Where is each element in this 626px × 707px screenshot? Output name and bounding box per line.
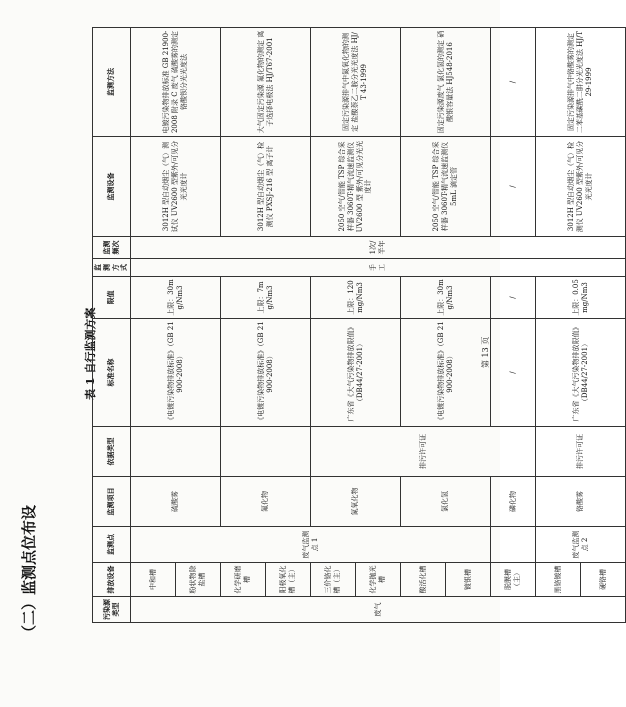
point-cell: [491, 527, 536, 563]
equipment-desc-cell: 2050 空气/智能 TSP 综合采样器 3060T-精气流速监测仪 5mL 滴定管: [401, 137, 491, 237]
equipment-cell: 化学抛光槽: [356, 563, 401, 597]
point-cell: 废气监测点 1: [131, 527, 491, 563]
limit-cell: 上限：120mg/Nm3: [311, 277, 401, 319]
header-row: [93, 28, 131, 623]
item-cell: 氟化物: [221, 477, 311, 527]
frequency-cell: 1次/半年: [131, 237, 626, 259]
method-cell: /: [491, 28, 536, 137]
standard-cell: /: [491, 319, 536, 427]
equipment-desc-cell: 3012H 型自动烟尘（气）检测仪 UV2600 型紫外/可见分光光度计: [536, 137, 626, 237]
item-cell: 铬酸雾: [536, 477, 626, 527]
equipment-cell: 化学研磨槽: [221, 563, 266, 597]
standard-cell: 《电镀污染物排放标准》（GB 21900-2008）: [221, 319, 311, 427]
basis-cell: [131, 427, 221, 477]
page-number: 第 13 页: [481, 336, 490, 368]
equipment-cell: 阳极氧化槽（主）: [266, 563, 311, 597]
limit-cell: 上限：7mg/Nm3: [221, 277, 311, 319]
equipment-cell: 镀银槽: [446, 563, 491, 597]
header-standard: 标准名称: [93, 319, 131, 427]
equipment-desc-cell: 3012H 型自动烟尘（气）测试仪 UV2600 型紫外/可见分光光度计: [131, 137, 221, 237]
equipment-cell: 三价铬化槽（主）: [311, 563, 356, 597]
limit-cell: /: [491, 277, 536, 319]
point-cell: 废气监测点 2: [536, 527, 626, 563]
method-cell: 固定污染源废气 氯化氢的测定 硝酸银容量法 HJ548-2016: [401, 28, 491, 137]
equipment-cell: 黑铬镀槽: [536, 563, 581, 597]
header-limit: 限值: [93, 277, 131, 319]
method-type-cell: 手工: [131, 259, 626, 277]
monitoring-plan-table: [92, 27, 626, 623]
method-cell: 固定污染源排气中氮氧化物的测定 盐酸萘乙二胺分光光度法 HJ/T 43-1999: [311, 28, 401, 137]
standard-cell: 广东省《大气污染物排放限值》（DB44/27-2001）: [311, 319, 401, 427]
equipment-cell: 脱膜槽（主）: [491, 563, 536, 597]
equipment-cell: 硬铬槽: [581, 563, 626, 597]
header-basis: 依据类型: [93, 427, 131, 477]
equipment-cell: 酸活化槽: [401, 563, 446, 597]
table-caption: 表 1 自行监测方案: [84, 307, 97, 400]
method-cell: 电镀污染物排放标准 GB 21900-2008 附录 C 废气 硫酸雾的测定 铬酸钡分光光度法: [131, 28, 221, 137]
header-frequency: 监测频次: [93, 237, 131, 259]
header-monitor-method: 监测方法: [93, 28, 131, 137]
table-row: [536, 28, 581, 623]
item-cell: 氯化氢: [401, 477, 491, 527]
basis-cell: 排污许可证: [311, 427, 536, 477]
header-item: 监测项目: [93, 477, 131, 527]
header-method-type: 监测方式: [93, 259, 131, 277]
equipment-cell: 中和槽: [131, 563, 176, 597]
header-pollution-type: 污染源类型: [93, 597, 131, 623]
item-cell: 硫酸雾: [131, 477, 221, 527]
method-cell: 大气固定污染源 氟化物的测定 离子选择电极法 HJ/T67-2001: [221, 28, 311, 137]
basis-cell: [221, 427, 311, 477]
equipment-desc-cell: 2050 空气/智能 TSP 综合采样器 3060T-精气流速监测仪 UV2600 型 紫外/可见分光光度计: [311, 137, 401, 237]
standard-cell: 《电镀污染物排放标准》（GB 21900-2008）: [401, 319, 491, 427]
basis-cell: 排污许可证: [536, 427, 626, 477]
item-cell: 磷化物: [491, 477, 536, 527]
table-row: [131, 28, 176, 623]
limit-cell: 上限：0.05mg/Nm3: [536, 277, 626, 319]
table-row: [491, 28, 536, 623]
standard-cell: 《电镀污染物排放标准》（GB 21900-2008）: [131, 319, 221, 427]
header-equipment: 排放设备: [93, 563, 131, 597]
header-monitor-equipment: 监测设备: [93, 137, 131, 237]
item-cell: 氮氧化物: [311, 477, 401, 527]
pollution-type-cell: 废气: [131, 597, 626, 623]
equipment-desc-cell: 3012H 型自动烟尘（气）检测仪 PXSJ-216 型 离子计: [221, 137, 311, 237]
equipment-cell: 粉状物除盐槽: [176, 563, 221, 597]
section-title: （二）监测点位布设: [20, 504, 38, 640]
method-cell: 固定污染源排气中铬酸雾的测定 二苯基碳酰二肼分光光度法 HJ/T 29-1999: [536, 28, 626, 137]
equipment-desc-cell: /: [491, 137, 536, 237]
limit-cell: 上限：30mg/Nm3: [131, 277, 221, 319]
header-point: 监测点: [93, 527, 131, 563]
limit-cell: 上限：30mg/Nm3: [401, 277, 491, 319]
standard-cell: 广东省《大气污染物排放限值》（DB44/27-2001）: [536, 319, 626, 427]
